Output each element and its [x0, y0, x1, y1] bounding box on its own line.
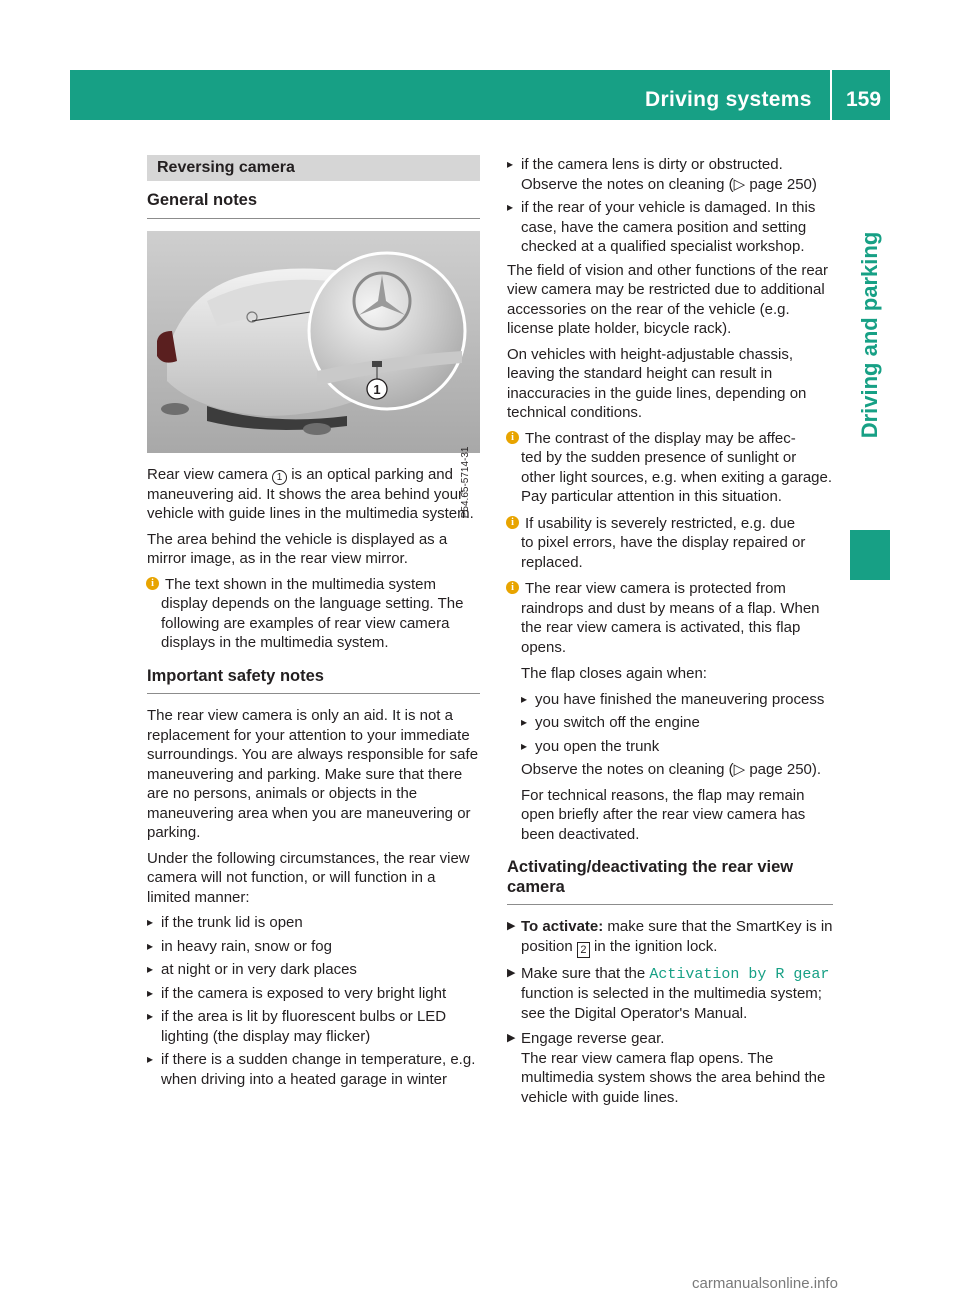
header-divider [830, 70, 832, 120]
activate-heading: Activating/deactivating the rear view camera [507, 858, 833, 905]
list-item: ▸ if the area is lit by fluorescent bulbs or LED lighting (the display may flicker) [147, 1007, 480, 1046]
watermark: carmanualsonline.info [692, 1275, 838, 1292]
paragraph: Under the following circumstances, the rear view camera will not function, or will function in a limited manner: [147, 849, 470, 906]
list-item: ▸ in heavy rain, snow or fog [147, 937, 480, 957]
figure-code: P54.65-5714-31 [460, 446, 472, 519]
info-note: i The rear view camera is protected from raindrops and dust by means of a flap. When the rear view camera is activated, this flap opens. [507, 579, 833, 657]
figure-callout: 1 [373, 381, 381, 397]
menu-function-name: Activation by R gear [649, 965, 830, 983]
list-item: ▸ you open the trunk [521, 737, 833, 757]
list-item: ▸ if the rear of your vehicle is damaged. In this case, have the camera position and setting checked at a qualified specialist workshop. [507, 198, 833, 257]
info-icon: i [506, 581, 519, 594]
left-column [147, 155, 480, 1093]
list-item: ▸ you have finished the maneuvering process [521, 690, 833, 710]
paragraph: Observe the notes on cleaning (▷ page 250). [521, 761, 822, 778]
car-rear-illustration [147, 231, 480, 453]
info-icon: i [146, 577, 159, 590]
instruction-step: ▶ Engage reverse gear. The rear view camera flap opens. The multimedia system shows the area behind the vehicle with guide lines. [507, 1029, 833, 1107]
list-item: ▸ you switch off the engine [521, 713, 833, 733]
paragraph: The area behind the vehicle is displayed as a mirror image, as in the rear view mirror. [147, 530, 448, 567]
info-icon: i [506, 516, 519, 529]
info-note: i The contrast of the display may be affec- ted by the sudden presence of sunlight or other light sources, e.g. when exiting a garage. Pay particular attention in this situation. [507, 429, 833, 507]
paragraph: The field of vision and other functions of the rear view camera may be restricted due to additional accessories on the rear of the vehicle (e.g. license plate holder, bicycle rack). [507, 261, 829, 337]
paragraph: The rear view camera is only an aid. It is not a replacement for your attention to your immediate surroundings. You are always responsible for safe maneuvering and parking. Make sure that there are no persons, animals or objects in the maneuvering area when you are maneuvering or parking. [147, 707, 479, 841]
paragraph: Rear view camera 1 is an optical parking and maneuvering aid. It shows the area behind your vehicle with guide lines in the multimedia system. [147, 465, 474, 522]
bullet-list [147, 913, 480, 1089]
info-icon: i [506, 431, 519, 444]
general-notes-heading: General notes [147, 191, 480, 219]
callout-marker: 1 [272, 470, 287, 485]
paragraph: The flap closes again when: [521, 665, 707, 682]
side-tab-label: Driving and parking [857, 231, 882, 439]
list-item: ▸ if the trunk lid is open [147, 913, 480, 933]
list-item: ▸ at night or in very dark places [147, 960, 480, 980]
bullet-list [521, 690, 833, 757]
section-band: Reversing camera [147, 155, 480, 181]
paragraph: For technical reasons, the flap may remain open briefly after the rear view camera has been deactivated. [521, 786, 806, 843]
right-column [507, 155, 833, 1113]
info-note: i If usability is severely restricted, e.g. due to pixel errors, have the display repaired or replaced. [507, 514, 833, 573]
instruction-step: ▶ To activate: make sure that the SmartKey is in position 2 in the ignition lock. [507, 917, 833, 958]
paragraph: On vehicles with height-adjustable chassis, leaving the standard height can result in inaccuracies in the guide lines, depending on technical conditions. [507, 345, 807, 421]
list-item: ▸ if the camera lens is dirty or obstructed. Observe the notes on cleaning (▷ page 250) [507, 155, 833, 194]
list-item: ▸ if there is a sudden change in temperature, e.g. when driving into a heated garage in winter [147, 1050, 480, 1089]
position-marker: 2 [577, 942, 590, 958]
section-title: Driving systems [645, 88, 812, 111]
page-number: 159 [846, 88, 882, 111]
bullet-list [507, 155, 833, 257]
info-note: i The text shown in the multimedia system display depends on the language setting. The following are examples of rear view camera displays in the multimedia system. [147, 575, 480, 653]
safety-heading: Important safety notes [147, 667, 480, 695]
list-item: ▸ if the camera is exposed to very bright light [147, 984, 480, 1004]
instruction-step: ▶ Make sure that the Activation by R gear function is selected in the multimedia system; see the Digital Operator's Manual. [507, 964, 833, 1024]
side-tab-marker [850, 530, 890, 580]
